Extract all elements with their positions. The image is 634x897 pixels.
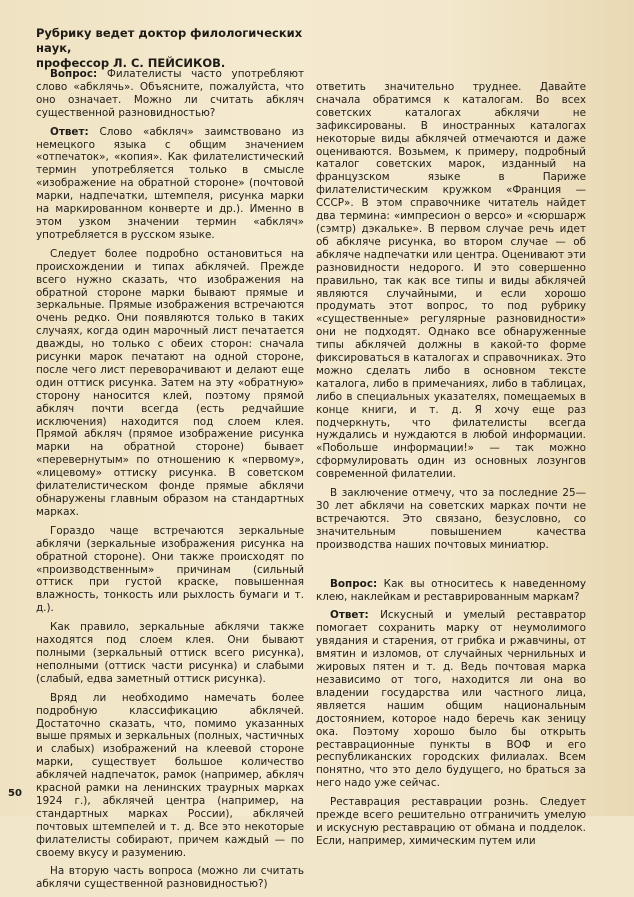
- question-label: Вопрос:: [50, 68, 98, 80]
- paragraph: Гораздо чаще встречаются зеркальные абклячи (зеркальные изображения рисунка на обратной стороне). Они также происходят по «производственным» причинам (сильный оттиск при густой краске, повышенная влажность, тонкость или рыхлость бумаги и т. д.).: [36, 524, 304, 615]
- paragraph: Вряд ли необходимо намечать более подробную классификацию абклячей. Достаточно сказать, что, помимо указанных выше прямых и зеркальных (полных, частичных и слабых) изображений на клеевой стороне марки, существует большое количество абклячей надпечаток, рамок (например, абкляч красной рамки на ленинских траурных марках 1924 г.), абклячей центра (например, на стандартных марках России), абклячей почтовых штемпелей и т. д. Все это некоторые филателисты собирают, причем каждый — по своему вкусу и разумению.: [36, 691, 304, 859]
- answer-label: Ответ:: [330, 609, 369, 622]
- question-label: Вопрос:: [330, 577, 378, 590]
- answer-2: [316, 609, 586, 790]
- question-text: Филателисты часто употребляют слово «абклячь». Объясните, пожалуйста, что оно означает. Можно ли считать абкляч существенной разновидностью?: [36, 68, 304, 119]
- right-column: [316, 81, 586, 854]
- paragraph: Следует более подробно остановиться на происхождении и типах абклячей. Прежде всего нужно сказать, что изображения на обратной стороне марки бывают прямые и зеркальные. Прямые изображения встречаются очень редко. Они появляются только в таких случаях, когда один марочный лист печатается дважды, но только с обеих сторон: сначала рисунки марок печатают на одной стороне, после чего лист переворачивают и делают еще один оттиск рисунка. Затем на эту «обратную» сторону наносится клей, поэтому прямой абкляч почти всегда (есть редчайшие исключения) находится под слоем клея. Прямой абкляч (прямое изображение рисунка марки на обратной стороне) бывает «перевернутым» по отношению к «первому», «лицевому» оттиску рисунка. В советском филателистическом фонде прямые абклячи обнаружены главным образом на стандартных марках.: [36, 247, 304, 518]
- header-line-1: Рубрику ведет доктор филологических наук,: [36, 26, 303, 55]
- paragraph: Как правило, зеркальные абклячи также находятся под слоем клея. Они бывают полными (зеркальный оттиск всего рисунка), неполными (оттиск части рисунка) и слабыми (слабый, едва заметный оттиск рисунка).: [36, 621, 304, 685]
- question-2: [316, 578, 586, 604]
- paragraph: ответить значительно труднее. Давайте сначала обратимся к каталогам. Во всех советских каталогах абклячи не зафиксированы. В иностранных каталогах некоторые виды абклячей отмечаются и даже оцениваются. Возьмем, к примеру, подробный каталог советских марок, изданный на французском языке в Париже филателистическим кружком «Франция — СССР». В этом справочнике читатель найдет два термина: «импресион о версо» и «сюршарж (сэмтр) дэкальке». В первом случае речь идет об абкляче рисунка, во втором случае — об абкляче надпечатки или центра. Оценивают эти разновидности недорого. И это совершенно правильно, так как все типы и виды абклячей являются случайными, и если хорошо продумать этот вопрос, то под рубрику «существенные» регулярные разновидности» они не подходят. Однако все обнаруженные типы абклячей должны в какой-то форме фиксироваться в каталогах и справочниках. Это можно сделать либо в основном тексте каталога, либо в примечаниях, либо в таблицах, либо в специальных указателях, помещаемых в конце книги, и т. д. Я хочу еще раз подчеркнуть, что филателисты всегда нуждались и нуждаются в любой информации. «Побольше информации!» — так можно сформулировать один из основных лозунгов современной филателии.: [316, 81, 586, 481]
- header-line-2: профессор Л. С. ПЕЙСИКОВ.: [36, 56, 226, 70]
- paragraph: На вторую часть вопроса (можно ли считать абклячи существенной разновидностью?): [36, 865, 304, 891]
- answer-label: Ответ:: [50, 125, 89, 138]
- question-text: Как вы относитесь к наведенному клею, наклейкам и реставрированным маркам?: [316, 577, 586, 603]
- answer-1: [36, 126, 304, 242]
- answer-text: Слово «абкляч» заимствовано из немецкого языка с общим значением «отпечаток», «копия». Как филателистический термин употребляется только в смысле «изображение на обратной стороне» (почтовой марки, надпечатки, штемпеля, рисунка марки на маркированном конверте и др.). Именно в этом узком значении термин «абкляч» употребляется в русском языке.: [36, 125, 304, 241]
- rubric-header: [36, 26, 316, 71]
- paragraph: Реставрация реставрации рознь. Следует прежде всего решительно отграничить умелую и искусную реставрацию от обмана и подделок. Если, например, химическим путем или: [316, 796, 586, 847]
- left-column: [36, 68, 304, 897]
- paragraph: В заключение отмечу, что за последние 25—30 лет абклячи на советских марках почти не встречаются. Это связано, безусловно, со значительным повышением качества производства наших почтовых миниатюр.: [316, 487, 586, 551]
- answer-text: Искусный и умелый реставратор помогает сохранить марку от неумолимого увядания и старения, от грибка и ржавчины, от вмятин и изломов, от случайных чернильных и жировых пятен и т. д. Ведь почтовая марка независимо от того, находится ли она во владении государства или частного лица, является нашим общим национальным достоянием, которое надо беречь как зеницу ока. Поэтому хорошо было бы открыть реставрационные пункты в ВОФ и его республиканских городских филиалах. Всем понятно, что это дело будущего, но браться за него надо уже сейчас.: [316, 609, 586, 790]
- page-number: 50: [8, 788, 22, 799]
- question-1: [36, 68, 304, 120]
